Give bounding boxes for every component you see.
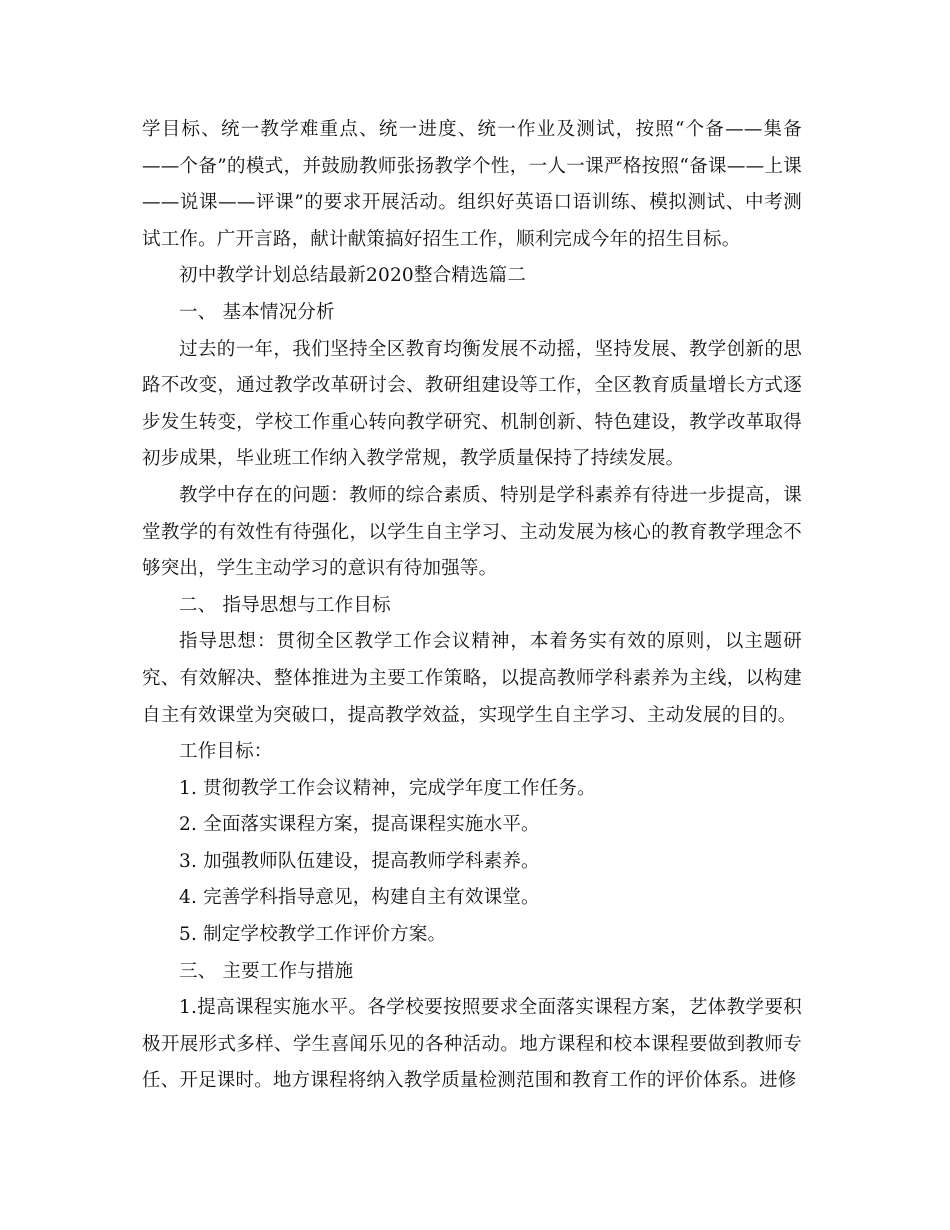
- heading-guiding-ideas: 二、 指导思想与工作目标: [179, 594, 391, 616]
- goal-item: 3. 加强教师队伍建设，提高教师学科素养。: [179, 850, 540, 872]
- paragraph-continued: 学目标、统一教学难重点、统一进度、统一作业及测试，按照“个备——集备——个备”的模式，并鼓励教师张扬教学个性，一人一课严格按照“备课——上课——说课——评课”的要求开展活动。组织好英语口语训练、模拟测试、中考测试工作。广开言路，献计献策搞好招生工作，顺利完成今年的招生目标。: [142, 119, 802, 250]
- work-goals-label: 工作目标：: [179, 741, 273, 763]
- section-heading: 初中教学计划总结最新2020整合精选篇二: [179, 265, 527, 287]
- paragraph-curriculum: 1.提高课程实施水平。各学校要按照要求全面落实课程方案，艺体教学要积极开展形式多样、学生喜闻乐见的各种活动。地方课程和校本课程要做到教师专任、开足课时。地方课程将纳入教学质量检测范围和教育工作的评价体系。进修: [142, 997, 802, 1092]
- goal-item: 5. 制定学校教学工作评价方案。: [179, 924, 447, 946]
- paragraph-past-year: 过去的一年，我们坚持全区教育均衡发展不动摇，坚持发展、教学创新的思路不改变，通过教学改革研讨会、教研组建设等工作，全区教育质量增长方式逐步发生转变，学校工作重心转向教学研究、机制创新、特色建设，教学改革取得初步成果，毕业班工作纳入教学常规，教学质量保持了持续发展。: [142, 338, 802, 470]
- document-body: [142, 112, 802, 1100]
- heading-main-work: 三、 主要工作与措施: [179, 960, 354, 982]
- heading-basic-analysis: 一、 基本情况分析: [179, 301, 335, 323]
- goal-item: 4. 完善学科指导意见，构建自主有效课堂。: [179, 887, 540, 909]
- goal-item: 2. 全面落实课程方案，提高课程实施水平。: [179, 814, 540, 836]
- paragraph-problems: 教学中存在的问题：教师的综合素质、特别是学科素养有待进一步提高，课堂教学的有效性有待强化，以学生自主学习、主动发展为核心的教育教学理念不够突出，学生主动学习的意识有待加强等。: [142, 484, 802, 580]
- paragraph-guiding-ideas: 指导思想：贯彻全区教学工作会议精神，本着务实有效的原则，以主题研究、有效解决、整体推进为主要工作策略，以提高教师学科素养为主线，以构建自主有效课堂为突破口，提高教学效益，实现学生自主学习、主动发展的目的。: [142, 631, 802, 726]
- goal-item: 1. 贯彻教学工作会议精神，完成学年度工作任务。: [179, 777, 596, 799]
